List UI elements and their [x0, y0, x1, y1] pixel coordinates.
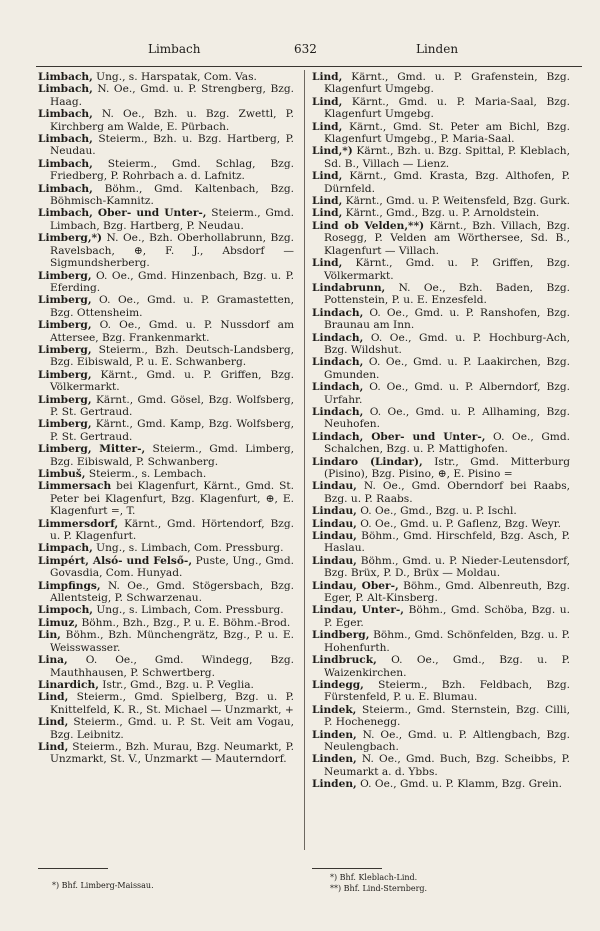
entry-details: Kärnt., Bzh. u. Bzg. Spittal, P. Kleblach, Sd. B., Villach — Lienz.: [324, 145, 570, 170]
footnote-rule-left: [38, 868, 108, 869]
entry-headword: Limbach,: [38, 83, 93, 96]
entry-headword: Lindau,: [312, 505, 357, 518]
entry-details: Steierm., Bzh. Feldbach, Bzg. Fürstenfeld, P. u. E. Blumau.: [324, 678, 570, 704]
gazetteer-entry: [38, 580, 294, 605]
entry-headword: Lind,: [38, 691, 69, 704]
entry-headword: Lindau,: [312, 530, 357, 543]
entry-details: Böhm., Gmd. Schönfelden, Bzg. u. P. Hohenfurth.: [324, 629, 570, 654]
entry-details: Ung., s. Limbach, Com. Pressburg.: [92, 542, 284, 555]
entry-details: Steierm., Gmd. Limbach, Bzg. Hartberg, P. Neudau.: [50, 207, 294, 232]
entry-details: Böhm., Gmd. u. P. Nieder-Leutensdorf, Bzg. Brüx, P. D., Brüx — Moldau.: [324, 554, 570, 580]
entry-details: Böhm., Gmd. Schöba, Bzg. u. P. Eger.: [324, 604, 570, 629]
entry-details: Puste, Ung., Gmd. Govasdia, Com. Hunyad.: [50, 554, 294, 580]
entry-details: N. Oe., Gmd. u. P. Strengberg, Bzg. Haag.: [50, 83, 294, 108]
right-column: [312, 71, 570, 791]
entry-details: O. Oe., Gmd. u. P. Klamm, Bzg. Grein.: [356, 778, 562, 791]
gazetteer-entry: [38, 158, 294, 183]
column-divider: [304, 70, 305, 850]
entry-details: O. Oe., Gmd. u. P. Alberndorf, Bzg. Urfahr.: [324, 381, 570, 406]
entry-headword: Lind,*): [312, 145, 353, 158]
entry-headword: Lindau,: [312, 480, 357, 493]
entry-details: Steierm., Bzh. Deutsch-Landsberg, Bzg. Eibiswald, P. u. E. Schwanberg.: [50, 343, 294, 369]
entry-headword: Limbach,: [38, 133, 93, 146]
entry-headword: Lind,: [312, 207, 343, 220]
entry-details: Kärnt., Bzh. Villach, Bzg. Rosegg, P. Velden am Wörthersee, Sd. B., Klagenfurt — Villach.: [324, 219, 571, 257]
entry-headword: Limpfings,: [38, 579, 101, 592]
entry-details: O. Oe., Gmd. u. P. Gramastetten, Bzg. Ottensheim.: [50, 294, 294, 319]
gazetteer-entry: [38, 418, 294, 443]
entry-details: Böhm., Gmd. Kaltenbach, Bzg. Böhmisch-Kamnitz.: [50, 182, 294, 208]
gazetteer-entry: [312, 604, 570, 629]
entry-headword: Lindegg,: [312, 678, 364, 691]
entry-headword: Lind ob Velden,**): [312, 219, 425, 232]
gazetteer-entry: [38, 542, 294, 554]
running-header: [38, 42, 578, 60]
entry-details: Kärnt., Gmd., Bzg. u. P. Arnoldstein.: [342, 207, 540, 220]
entry-details: Steierm., Gmd. Spielberg, Bzg. u. P. Knittelfeld, K. R., St. Michael — Unzmarkt, +: [50, 691, 294, 716]
entry-details: Böhm., Gmd. Hirschfeld, Bzg. Asch, P. Haslau.: [324, 530, 570, 555]
gazetteer-entry: [38, 691, 294, 716]
gazetteer-entry: [38, 232, 294, 269]
entry-details: Ung., s. Limbach, Com. Pressburg.: [93, 604, 284, 617]
entry-details: O. Oe., Gmd. u. P. Laakirchen, Bzg. Gmunden.: [324, 356, 570, 381]
entry-headword: Lind,: [38, 740, 69, 753]
entry-headword: Limuz,: [38, 616, 79, 629]
entry-details: N. Oe., Bzh. u. Bzg. Zwettl, P. Kirchberg am Walde, E. Pürbach.: [50, 108, 294, 133]
entry-details: Ung., s. Harspatak, Com. Vas.: [92, 71, 257, 83]
entry-details: Steierm., Gmd. Schlag, Bzg. Friedberg, P. Rohrbach a. d. Lafnitz.: [50, 157, 294, 183]
gazetteer-entry: [312, 220, 570, 257]
entry-headword: Limberg, Mitter-,: [38, 443, 146, 456]
gazetteer-entry: [38, 294, 294, 319]
gazetteer-entry: [38, 207, 294, 232]
entry-headword: Limbach,: [38, 182, 93, 195]
entry-details: Steierm., Bzh. u. Bzg. Hartberg, P. Neudau.: [50, 133, 294, 158]
gazetteer-entry: [38, 270, 294, 295]
header-left-keyword: Limbach: [148, 42, 201, 56]
gazetteer-entry: [38, 369, 294, 394]
entry-headword: Lindaro (Lindar),: [312, 455, 423, 468]
gazetteer-entry: [312, 282, 570, 307]
entry-headword: Lindabrunn,: [312, 281, 386, 294]
entry-headword: Lindau,: [312, 554, 357, 567]
gazetteer-entry: [312, 654, 570, 679]
entry-headword: Lindach,: [312, 405, 364, 418]
entry-details: Böhm., Bzh., Bzg., P. u. E. Böhm.-Brod.: [78, 616, 291, 629]
gazetteer-entry: [38, 716, 294, 741]
entry-details: Kärnt., Gmd. Kamp, Bzg. Wolfsberg, P. St. Gertraud.: [50, 418, 294, 443]
gazetteer-entry: [38, 518, 294, 543]
entry-headword: Limpért, Alsó- und Felső-,: [38, 554, 193, 567]
entry-headword: Lindau, Ober-,: [312, 579, 399, 592]
entry-headword: Lind,: [312, 95, 343, 108]
gazetteer-entry: [312, 704, 570, 729]
gazetteer-entry: [38, 71, 294, 83]
gazetteer-entry: [312, 121, 570, 146]
entry-details: O. Oe., Gmd. u. P. Hochburg-Ach, Bzg. Wildshut.: [324, 331, 570, 356]
gazetteer-entry: [38, 480, 294, 517]
entry-details: O. Oe., Gmd. Schalchen, Bzg. u. P. Mattighofen.: [324, 430, 570, 456]
entry-headword: Limberg,: [38, 393, 92, 406]
entry-headword: Linardich,: [38, 678, 99, 691]
entry-details: Steierm., s. Lembach.: [85, 468, 207, 480]
entry-headword: Lind,: [312, 120, 343, 133]
entry-headword: Linden,: [312, 753, 357, 766]
entry-details: O. Oe., Gmd. u. P. Gaflenz, Bzg. Weyr.: [356, 517, 562, 530]
entry-details: O. Oe., Gmd. u. P. Allhaming, Bzg. Neuhofen.: [324, 405, 570, 431]
entry-headword: Lin,: [38, 629, 61, 642]
entry-headword: Limberg,: [38, 319, 92, 332]
entry-details: Steierm., Gmd. Sternstein, Bzg. Cilli, P. Hochenegg.: [324, 703, 570, 729]
gazetteer-entry: [312, 356, 570, 381]
gazetteer-entry: [38, 319, 294, 344]
entry-headword: Lind,: [312, 170, 343, 183]
gazetteer-entry: [312, 195, 570, 207]
gazetteer-entry: [38, 133, 294, 158]
gazetteer-entry: [312, 580, 570, 605]
entry-headword: Limberg,*): [38, 232, 103, 245]
entry-details: Istr., Gmd., Bzg. u. P. Veglia.: [98, 678, 254, 691]
entry-details: Kärnt., Gmd. u. P. Maria-Saal, Bzg. Klagenfurt Umgebg.: [324, 95, 570, 121]
gazetteer-entry: [312, 480, 570, 505]
entry-headword: Lindau,: [312, 517, 357, 530]
gazetteer-entry: [38, 108, 294, 133]
gazetteer-entry: [38, 443, 294, 468]
gazetteer-entry: [38, 183, 294, 208]
entry-details: N. Oe., Gmd. Oberndorf bei Raabs, Bzg. u. P. Raabs.: [324, 480, 570, 505]
entry-headword: Limberg,: [38, 294, 92, 307]
gazetteer-entry: [312, 778, 570, 790]
entry-headword: Lindbruck,: [312, 654, 377, 667]
entry-headword: Limbach, Ober- und Unter-,: [38, 207, 207, 220]
entry-headword: Limberg,: [38, 368, 92, 381]
header-rule: [36, 66, 582, 67]
footnote-left: *) Bhf. Limberg-Maissau.: [52, 881, 154, 890]
gazetteer-entry: [312, 456, 570, 481]
entry-headword: Lind,: [312, 257, 343, 270]
entry-details: Kärnt., Gmd. Gösel, Bzg. Wolfsberg, P. St. Gertraud.: [50, 393, 294, 418]
gazetteer-entry: [38, 654, 294, 679]
entry-details: O. Oe., Gmd. Hinzenbach, Bzg. u. P. Eferding.: [50, 269, 294, 294]
gazetteer-entry: [38, 604, 294, 616]
gazetteer-entry: [312, 145, 570, 170]
entry-headword: Limbuš,: [38, 468, 86, 480]
gazetteer-entry: [38, 741, 294, 766]
page-number: 632: [294, 42, 317, 56]
gazetteer-entry: [312, 406, 570, 431]
gazetteer-entry: [38, 555, 294, 580]
entry-headword: Linden,: [312, 728, 357, 741]
entry-details: bei Klagenfurt, Kärnt., Gmd. St. Peter bei Klagenfurt, Bzg. Klagenfurt, ⊕, E. Klagenfurt =, T.: [50, 480, 294, 518]
entry-details: Steierm., Gmd. Limberg, Bzg. Eibiswald, P. Schwanberg.: [50, 443, 295, 468]
entry-details: Kärnt., Gmd. St. Peter am Bichl, Bzg. Klagenfurt Umgebg., P. Maria-Saal.: [324, 120, 570, 146]
entry-details: Steierm., Bzh. Murau, Bzg. Neumarkt, P. Unzmarkt, St. V., Unzmarkt — Mauterndorf.: [50, 740, 294, 766]
entry-details: Istr., Gmd. Mitterburg (Pisino), Bzg. Pisino, ⊕, E. Pisino =: [324, 455, 571, 480]
gazetteer-entry: [312, 555, 570, 580]
entry-headword: Limberg,: [38, 343, 92, 356]
entry-details: Kärnt., Gmd. u. P. Weitensfeld, Bzg. Gurk.: [342, 195, 571, 208]
gazetteer-entry: [312, 207, 570, 219]
gazetteer-entry: [312, 431, 570, 456]
entry-headword: Lind,: [38, 716, 69, 729]
entry-headword: Lindberg,: [312, 629, 370, 642]
entry-headword: Lindach,: [312, 356, 364, 369]
gazetteer-entry: [38, 679, 294, 691]
entry-details: Kärnt., Gmd. Krasta, Bzg. Althofen, P. Dürnfeld.: [324, 170, 570, 195]
entry-details: O. Oe., Gmd., Bzg. u. P. Waizenkirchen.: [324, 654, 570, 679]
entry-headword: Linden,: [312, 778, 357, 791]
entry-details: Kärnt., Gmd. Hörtendorf, Bzg. u. P. Klagenfurt.: [50, 517, 294, 543]
entry-headword: Limbach,: [38, 157, 93, 170]
entry-headword: Limmersach: [38, 480, 112, 493]
entry-headword: Lindach,: [312, 381, 364, 394]
gazetteer-entry: [38, 394, 294, 419]
entry-headword: Limberg,: [38, 418, 92, 431]
entry-headword: Lindek,: [312, 703, 357, 716]
entry-details: Böhm., Bzh. Münchengrätz, Bzg., P. u. E. Weisswasser.: [50, 629, 294, 654]
entry-headword: Limberg,: [38, 269, 92, 282]
gazetteer-entry: [38, 468, 294, 480]
entry-headword: Lina,: [38, 654, 68, 667]
gazetteer-entry: [38, 629, 294, 654]
gazetteer-entry: [312, 518, 570, 530]
entry-headword: Lindau, Unter-,: [312, 604, 404, 617]
gazetteer-entry: [312, 96, 570, 121]
entry-details: Steierm., Gmd. u. P. St. Veit am Vogau, Bzg. Leibnitz.: [50, 716, 294, 741]
entry-details: N. Oe., Gmd. Stögersbach, Bzg. Allentsteig, P. Schwarzenau.: [50, 579, 294, 605]
entry-details: N. Oe., Bzh. Baden, Bzg. Pottenstein, P. u. E. Enzesfeld.: [324, 281, 570, 307]
gazetteer-entry: [312, 729, 570, 754]
header-right-keyword: Linden: [416, 42, 459, 56]
entry-headword: Limpach,: [38, 542, 93, 555]
gazetteer-entry: [312, 307, 570, 332]
gazetteer-entry: [38, 344, 294, 369]
entry-headword: Lind,: [312, 195, 343, 208]
gazetteer-entry: [312, 629, 570, 654]
gazetteer-entry: [312, 381, 570, 406]
entry-headword: Lind,: [312, 71, 343, 83]
gazetteer-entry: [312, 170, 570, 195]
entry-details: O. Oe., Gmd., Bzg. u. P. Ischl.: [356, 505, 517, 518]
entry-details: Kärnt., Gmd. u. P. Grafenstein, Bzg. Klagenfurt Umgebg.: [324, 71, 570, 96]
entry-details: O. Oe., Gmd. u. P. Nussdorf am Attersee, Bzg. Frankenmarkt.: [50, 319, 294, 344]
entry-headword: Limmersdorf,: [38, 517, 119, 530]
gazetteer-entry: [312, 257, 570, 282]
gazetteer-entry: [312, 530, 570, 555]
entry-details: Böhm., Gmd. Albenreuth, Bzg. Eger, P. Alt-Kinsberg.: [324, 579, 570, 605]
entry-details: N. Oe., Gmd. u. P. Altlengbach, Bzg. Neulengbach.: [324, 728, 570, 753]
gazetteer-entry: [312, 332, 570, 357]
footnote-rule-right: [312, 868, 382, 869]
entry-headword: Lindach,: [312, 331, 364, 344]
entry-details: O. Oe., Gmd. u. P. Ranshofen, Bzg. Braunau am Inn.: [324, 306, 570, 332]
entry-headword: Limpoch,: [38, 604, 93, 617]
entry-headword: Limbach,: [38, 71, 93, 83]
left-column: [38, 71, 294, 766]
entry-details: N. Oe., Bzh. Oberhollabrunn, Bzg. Ravelsbach, ⊕, F. J., Absdorf — Sigmundsherberg.: [50, 232, 294, 270]
gazetteer-entry: [38, 617, 294, 629]
footnote-right-2: **) Bhf. Lind-Sternberg.: [330, 884, 428, 893]
entry-details: Kärnt., Gmd. u. P. Griffen, Bzg. Völkermarkt.: [324, 257, 570, 282]
entry-details: N. Oe., Gmd. Buch, Bzg. Scheibbs, P. Neumarkt a. d. Ybbs.: [324, 753, 570, 778]
gazetteer-entry: [312, 71, 570, 96]
entry-headword: Limbach,: [38, 108, 93, 121]
gazetteer-entry: [312, 505, 570, 517]
gazetteer-entry: [312, 753, 570, 778]
entry-headword: Lindach,: [312, 306, 364, 319]
gazetteer-entry: [312, 679, 570, 704]
gazetteer-entry: [38, 83, 294, 108]
entry-details: Kärnt., Gmd. u. P. Griffen, Bzg. Völkermarkt.: [50, 368, 294, 394]
entry-details: O. Oe., Gmd. Windegg, Bzg. Mauthhausen, P. Schwertberg.: [50, 654, 294, 679]
footnote-right-1: *) Bhf. Kleblach-Lind.: [330, 873, 418, 882]
entry-headword: Lindach, Ober- und Unter-,: [312, 430, 486, 443]
footnotes-right: [330, 872, 427, 894]
